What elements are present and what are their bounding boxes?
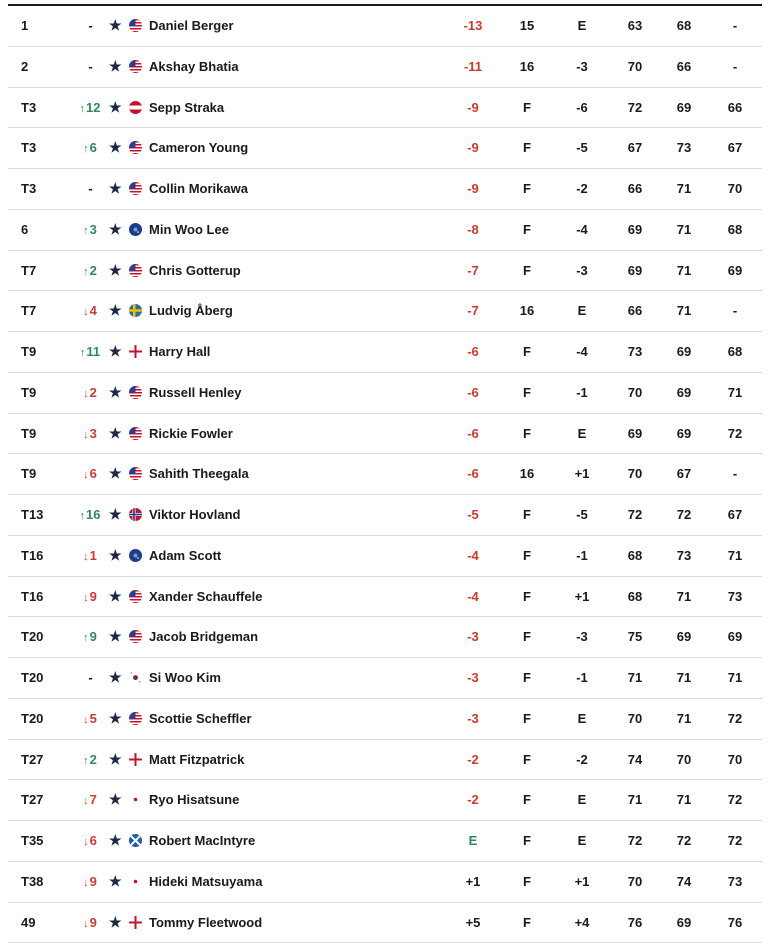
usa-flag-icon	[129, 19, 142, 32]
position-change-value: 2	[89, 384, 97, 400]
round-1-score: 63	[627, 18, 643, 33]
player-name[interactable]: Xander Schauffele	[149, 588, 263, 604]
favorite-star-icon[interactable]: ★	[109, 546, 122, 563]
thru: F	[523, 384, 531, 400]
round-3-score: 72	[727, 792, 743, 808]
thru: F	[523, 425, 531, 441]
thru: 16	[519, 58, 535, 74]
round-3-score: 71	[727, 547, 743, 563]
thru: F	[523, 833, 531, 848]
scotland-flag-icon	[129, 834, 142, 847]
position-change-value: 16	[86, 507, 101, 522]
today-score: -3	[576, 58, 588, 74]
position: T9	[21, 384, 37, 400]
round-2-score: 70	[676, 751, 692, 767]
usa-flag-icon	[129, 182, 142, 195]
total-score: -3	[467, 670, 479, 685]
thru: F	[523, 221, 531, 237]
round-2-score: 71	[676, 670, 692, 685]
round-2-score: 71	[676, 792, 692, 808]
round-1-score: 69	[627, 262, 643, 278]
player-name[interactable]: Russell Henley	[149, 384, 242, 400]
arrow-down-icon: ↓	[83, 469, 89, 482]
total-score: +5	[465, 914, 481, 930]
round-1-score: 75	[627, 629, 643, 645]
leaderboard-row[interactable]	[8, 210, 762, 251]
usa-flag-icon	[129, 630, 142, 643]
leaderboard-row[interactable]	[8, 536, 762, 577]
position: T3	[21, 181, 37, 196]
round-2-score: 74	[676, 873, 692, 889]
round-3-score: 67	[727, 507, 743, 522]
arrow-up-icon: ↑	[83, 265, 89, 278]
player-name[interactable]: Matt Fitzpatrick	[149, 751, 245, 767]
australia-flag-icon	[129, 549, 142, 562]
arrow-down-icon: ↓	[83, 387, 89, 400]
today-score: +1	[574, 873, 590, 889]
total-score: -5	[467, 507, 479, 522]
position: T20	[21, 629, 44, 645]
position: T16	[21, 547, 44, 563]
position-change-value: 7	[89, 792, 97, 808]
thru: F	[523, 914, 531, 930]
leaderboard-row[interactable]	[8, 88, 762, 129]
leaderboard-row[interactable]	[8, 577, 762, 618]
leaderboard-row[interactable]	[8, 617, 762, 658]
thru: F	[523, 670, 531, 685]
total-score: -13	[463, 18, 483, 33]
usa-flag-icon	[129, 141, 142, 154]
favorite-star-icon[interactable]: ★	[109, 465, 122, 482]
today-score: +4	[574, 914, 590, 930]
thru: F	[523, 344, 531, 359]
leaderboard-row[interactable]	[8, 251, 762, 292]
round-3-score: 76	[727, 914, 743, 930]
arrow-down-icon: ↓	[83, 917, 89, 930]
total-score: -2	[467, 792, 479, 808]
round-1-score: 70	[627, 466, 643, 482]
thru: F	[523, 140, 531, 156]
round-2-score: 73	[676, 140, 692, 156]
today-score: E	[577, 710, 587, 726]
position: 1	[21, 18, 29, 33]
usa-flag-icon	[129, 427, 142, 440]
round-1-score: 72	[627, 507, 643, 522]
thru: F	[523, 792, 531, 808]
leaderboard-rows	[0, 6, 770, 943]
total-score: -7	[467, 303, 479, 319]
arrow-up-icon: ↑	[83, 224, 89, 237]
round-2-score: 66	[676, 58, 692, 74]
total-score: -9	[467, 181, 479, 196]
player-name[interactable]: Ryo Hisatsune	[149, 792, 240, 808]
norway-flag-icon	[129, 508, 142, 521]
favorite-star-icon[interactable]: ★	[109, 302, 122, 319]
leaderboard-row[interactable]	[8, 128, 762, 169]
thru: 15	[519, 18, 535, 33]
thru: F	[523, 751, 531, 767]
today-score: E	[577, 833, 587, 848]
austria-flag-icon	[129, 101, 142, 114]
round-3-score: 68	[727, 221, 743, 237]
arrow-up-icon: ↑	[83, 143, 89, 156]
arrow-down-icon: ↓	[83, 876, 89, 889]
player-name[interactable]: Scottie Scheffler	[149, 710, 252, 726]
leaderboard-row[interactable]	[8, 862, 762, 903]
today-score: -2	[576, 751, 588, 767]
arrow-up-icon: ↑	[83, 754, 89, 767]
favorite-star-icon[interactable]: ★	[109, 139, 122, 156]
thru: 16	[519, 303, 535, 319]
total-score: -3	[467, 629, 479, 645]
usa-flag-icon	[129, 467, 142, 480]
today-score: -3	[576, 629, 588, 645]
usa-flag-icon	[129, 712, 142, 725]
position-change-value: 2	[89, 751, 97, 767]
england-flag-icon	[129, 753, 142, 766]
today-score: E	[577, 18, 587, 33]
position-change-value: 2	[89, 262, 97, 278]
round-1-score: 73	[627, 344, 643, 359]
position-change-value: 6	[89, 466, 97, 482]
round-1-score: 71	[627, 792, 643, 808]
today-score: E	[577, 425, 587, 441]
total-score: -4	[467, 588, 479, 604]
round-3-score: 72	[727, 425, 743, 441]
leaderboard-row[interactable]	[8, 47, 762, 88]
round-1-score: 71	[627, 670, 643, 685]
today-score: -2	[576, 181, 588, 196]
round-1-score: 70	[627, 710, 643, 726]
arrow-up-icon: ↑	[79, 347, 86, 359]
position-change-value: -	[88, 670, 93, 685]
position: T9	[21, 344, 37, 359]
today-score: -4	[576, 221, 588, 237]
player-name[interactable]: Tommy Fleetwood	[149, 914, 263, 930]
position-change-value: 11	[86, 344, 101, 359]
today-score: -3	[576, 262, 588, 278]
round-3-score: 71	[727, 670, 743, 685]
today-score: -5	[576, 507, 588, 522]
round-2-score: 69	[676, 99, 692, 115]
player-name[interactable]: Chris Gotterup	[149, 262, 241, 278]
round-2-score: 67	[676, 466, 692, 482]
player-name[interactable]: Rickie Fowler	[149, 425, 233, 441]
total-score: E	[468, 833, 478, 848]
round-3-score: -	[732, 303, 738, 319]
round-3-score: 70	[727, 751, 743, 767]
favorite-star-icon[interactable]: ★	[109, 506, 122, 522]
round-2-score: 71	[676, 588, 692, 604]
favorite-star-icon[interactable]: ★	[109, 872, 122, 889]
leaderboard-row[interactable]	[8, 414, 762, 455]
favorite-star-icon[interactable]: ★	[109, 261, 122, 278]
position: T9	[21, 466, 37, 482]
round-3-score: 68	[727, 344, 743, 359]
arrow-down-icon: ↓	[83, 836, 89, 848]
round-3-score: 69	[727, 629, 743, 645]
leaderboard-row[interactable]	[8, 454, 762, 495]
favorite-star-icon[interactable]: ★	[109, 220, 122, 237]
round-3-score: 70	[727, 181, 743, 196]
round-3-score: 66	[727, 99, 743, 115]
position: T3	[21, 140, 37, 156]
round-2-score: 72	[676, 507, 692, 522]
leaderboard-row[interactable]	[8, 291, 762, 332]
player-name[interactable]: Daniel Berger	[149, 18, 234, 33]
round-1-score: 69	[627, 221, 643, 237]
player-name[interactable]: Sahith Theegala	[149, 466, 249, 482]
total-score: -3	[467, 710, 479, 726]
position: 2	[21, 58, 29, 74]
arrow-down-icon: ↓	[83, 795, 89, 808]
position: T27	[21, 792, 44, 808]
favorite-star-icon[interactable]: ★	[109, 343, 122, 359]
player-name[interactable]: Cameron Young	[149, 140, 249, 156]
round-2-score: 69	[676, 425, 692, 441]
round-1-score: 74	[627, 751, 643, 767]
favorite-star-icon[interactable]: ★	[109, 628, 122, 645]
favorite-star-icon[interactable]: ★	[109, 750, 122, 767]
round-1-score: 68	[627, 588, 643, 604]
total-score: -6	[467, 466, 479, 482]
leaderboard-row[interactable]	[8, 332, 762, 373]
thru: 16	[519, 466, 535, 482]
leaderboard-row[interactable]	[8, 821, 762, 862]
leaderboard-row[interactable]	[8, 903, 762, 944]
arrow-down-icon: ↓	[83, 713, 89, 726]
round-3-score: -	[732, 466, 738, 482]
round-3-score: 71	[727, 384, 743, 400]
round-2-score: 71	[676, 262, 692, 278]
total-score: -8	[467, 221, 479, 237]
position: T7	[21, 303, 37, 319]
round-2-score: 71	[676, 710, 692, 726]
player-name[interactable]: Collin Morikawa	[149, 181, 248, 196]
player-name[interactable]: Robert MacIntyre	[149, 833, 256, 848]
japan-flag-icon	[129, 875, 142, 888]
korea-flag-icon	[129, 671, 142, 684]
total-score: -9	[467, 99, 479, 115]
arrow-down-icon: ↓	[83, 428, 89, 441]
sweden-flag-icon	[129, 304, 142, 317]
round-3-score: -	[732, 18, 738, 33]
leaderboard-row[interactable]	[8, 495, 762, 536]
position-change-value: 9	[89, 588, 97, 604]
player-name[interactable]: Jacob Bridgeman	[149, 629, 259, 645]
leaderboard-row[interactable]	[8, 780, 762, 821]
round-3-score: 73	[727, 588, 743, 604]
leaderboard-row[interactable]	[8, 740, 762, 781]
leaderboard	[0, 4, 770, 943]
round-3-score: 73	[727, 873, 743, 889]
favorite-star-icon[interactable]: ★	[109, 424, 122, 441]
round-2-score: 73	[676, 547, 692, 563]
total-score: +1	[465, 873, 481, 889]
arrow-up-icon: ↑	[79, 510, 86, 522]
round-3-score: -	[732, 58, 738, 74]
position: T38	[21, 873, 44, 889]
round-1-score: 70	[627, 384, 643, 400]
round-1-score: 76	[627, 914, 643, 930]
position: T27	[21, 751, 44, 767]
round-2-score: 69	[676, 384, 692, 400]
position: T7	[21, 262, 37, 278]
round-1-score: 72	[627, 833, 643, 848]
arrow-down-icon: ↓	[83, 591, 89, 604]
position-change-value: 9	[89, 914, 97, 930]
arrow-down-icon: ↓	[83, 550, 89, 563]
position-change-value: 3	[89, 425, 97, 441]
favorite-star-icon[interactable]: ★	[109, 180, 122, 196]
leaderboard-row[interactable]	[8, 699, 762, 740]
total-score: -6	[467, 384, 479, 400]
round-1-score: 70	[627, 873, 643, 889]
leaderboard-row[interactable]	[8, 6, 762, 47]
leaderboard-row[interactable]	[8, 658, 762, 699]
player-name[interactable]: Min Woo Lee	[149, 221, 229, 237]
round-1-score: 67	[627, 140, 643, 156]
round-3-score: 67	[727, 140, 743, 156]
today-score: -1	[576, 670, 588, 685]
favorite-star-icon[interactable]: ★	[109, 383, 122, 400]
round-3-score: 69	[727, 262, 743, 278]
japan-flag-icon	[129, 793, 142, 806]
today-score: -6	[576, 99, 588, 115]
round-1-score: 70	[627, 58, 643, 74]
favorite-star-icon[interactable]: ★	[109, 17, 122, 33]
round-2-score: 72	[676, 833, 692, 848]
position: T9	[21, 425, 37, 441]
position-change-value: 3	[89, 221, 97, 237]
arrow-down-icon: ↓	[83, 306, 89, 319]
round-2-score: 69	[676, 629, 692, 645]
favorite-star-icon[interactable]: ★	[109, 98, 122, 115]
thru: F	[523, 181, 531, 196]
round-2-score: 69	[676, 344, 692, 359]
player-name[interactable]: Adam Scott	[149, 547, 222, 563]
round-1-score: 66	[627, 181, 643, 196]
round-3-score: 72	[727, 710, 743, 726]
position-change-value: -	[88, 18, 93, 33]
round-2-score: 71	[676, 303, 692, 319]
round-2-score: 68	[676, 18, 692, 33]
round-2-score: 69	[676, 914, 692, 930]
position-change-value: 9	[89, 873, 97, 889]
thru: F	[523, 873, 531, 889]
total-score: -6	[467, 344, 479, 359]
favorite-star-icon[interactable]: ★	[109, 791, 122, 808]
round-3-score: 72	[727, 833, 743, 848]
round-1-score: 72	[627, 99, 643, 115]
total-score: -7	[467, 262, 479, 278]
position: T20	[21, 670, 44, 685]
position-change-value: 6	[89, 833, 97, 848]
round-1-score: 68	[627, 547, 643, 563]
player-name[interactable]: Sepp Straka	[149, 99, 225, 115]
position: T16	[21, 588, 44, 604]
today-score: -1	[576, 547, 588, 563]
position: 49	[21, 914, 36, 930]
today-score: +1	[574, 588, 590, 604]
usa-flag-icon	[129, 264, 142, 277]
today-score: -4	[576, 344, 588, 359]
today-score: -1	[576, 384, 588, 400]
usa-flag-icon	[129, 386, 142, 399]
usa-flag-icon	[129, 590, 142, 603]
thru: F	[523, 629, 531, 645]
total-score: -9	[467, 140, 479, 156]
position-change-value: 4	[89, 303, 97, 319]
round-1-score: 69	[627, 425, 643, 441]
today-score: -5	[576, 140, 588, 156]
position-change-value: 9	[89, 629, 97, 645]
england-flag-icon	[129, 916, 142, 929]
position-change-value: 5	[89, 710, 97, 726]
position: T35	[21, 833, 44, 848]
round-2-score: 71	[676, 221, 692, 237]
round-2-score: 71	[676, 181, 692, 196]
position-change-value: -	[88, 181, 93, 196]
usa-flag-icon	[129, 60, 142, 73]
position: T13	[21, 507, 44, 522]
total-score: -4	[467, 547, 479, 563]
thru: F	[523, 710, 531, 726]
thru: F	[523, 99, 531, 115]
total-score: -6	[467, 425, 479, 441]
player-name[interactable]: Ludvig Åberg	[149, 303, 233, 319]
thru: F	[523, 262, 531, 278]
round-1-score: 66	[627, 303, 643, 319]
today-score: E	[577, 303, 587, 319]
position: T20	[21, 710, 44, 726]
player-name[interactable]: Hideki Matsuyama	[149, 873, 263, 889]
position-change-value: -	[88, 58, 93, 74]
total-score: -11	[463, 58, 483, 74]
total-score: -2	[467, 751, 479, 767]
player-name[interactable]: Viktor Hovland	[149, 507, 241, 522]
thru: F	[523, 588, 531, 604]
position-change-value: 12	[86, 99, 101, 115]
position: 6	[21, 221, 29, 237]
player-name[interactable]: Harry Hall	[149, 344, 211, 359]
leaderboard-row[interactable]	[8, 373, 762, 414]
today-score: +1	[574, 466, 590, 482]
position: T3	[21, 99, 37, 115]
arrow-up-icon: ↑	[83, 632, 89, 645]
favorite-star-icon[interactable]: ★	[109, 57, 122, 74]
thru: F	[523, 507, 531, 522]
england-flag-icon	[129, 345, 142, 358]
arrow-up-icon: ↑	[79, 102, 86, 115]
favorite-star-icon[interactable]: ★	[109, 832, 122, 848]
player-name[interactable]: Si Woo Kim	[149, 670, 221, 685]
position-change-value: 6	[89, 140, 97, 156]
today-score: E	[577, 792, 587, 808]
favorite-star-icon[interactable]: ★	[109, 587, 122, 604]
thru: F	[523, 547, 531, 563]
position-change-value: 1	[89, 547, 97, 563]
australia-flag-icon	[129, 223, 142, 236]
favorite-star-icon[interactable]: ★	[109, 709, 122, 726]
player-name[interactable]: Akshay Bhatia	[149, 58, 239, 74]
favorite-star-icon[interactable]: ★	[109, 669, 122, 685]
favorite-star-icon[interactable]: ★	[109, 913, 122, 930]
leaderboard-row[interactable]	[8, 169, 762, 210]
